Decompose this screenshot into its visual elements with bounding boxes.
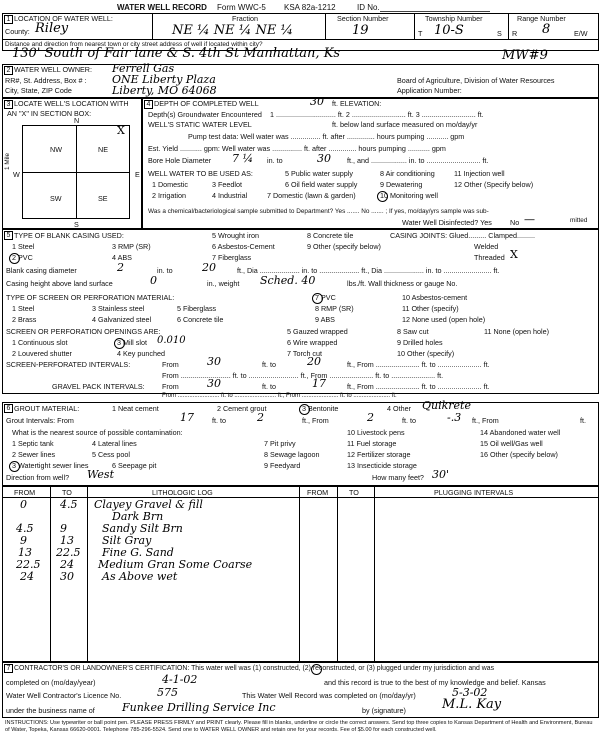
use-2: 2 Irrigation — [152, 191, 186, 200]
record-date-value[interactable]: 5-3-02 — [452, 686, 488, 699]
contam-1: 1 Septic tank — [12, 439, 54, 448]
section-number-4: 4 — [144, 100, 153, 109]
screen-7-circle — [312, 293, 323, 304]
use-8: 8 Air conditioning — [380, 169, 435, 178]
bore-diameter-value[interactable]: 7 ¼ — [232, 152, 254, 165]
range-r: R — [512, 29, 518, 38]
signature-label: by (signature) — [362, 706, 406, 715]
log-header-from-2: FROM — [307, 488, 329, 497]
contam-8: 8 Sewage lagoon — [264, 450, 320, 459]
log-row-to[interactable]: 9 — [60, 522, 67, 535]
openings-label: SCREEN OR PERFORATION OPENINGS ARE: — [6, 327, 161, 336]
log-header-plugging: PLUGGING INTERVALS — [434, 488, 514, 497]
chemical-sample-line: Was a chemical/bacteriological sample submitted to Department? Yes ....... No ....... ; If yes, mo/day/yrs sample was sub- — [148, 208, 489, 215]
chemical-sample-line-2: mitted — [570, 217, 588, 224]
board-label: Board of Agriculture, Division of Water Resources — [397, 76, 555, 85]
welded-label: Welded — [474, 242, 499, 251]
log-row-to[interactable]: 13 — [60, 534, 74, 547]
log-row-desc[interactable]: As Above wet — [102, 570, 178, 583]
section-number-3: 3 — [4, 100, 13, 109]
township-value[interactable]: 10-S — [434, 23, 464, 38]
locate-label-2: AN "X" IN SECTION BOX: — [7, 109, 92, 118]
east-label: E — [135, 170, 140, 179]
grout-to-2-value[interactable]: -.3 — [447, 411, 462, 424]
opening-5: 5 Gauzed wrapped — [287, 327, 348, 336]
log-header-to-2: TO — [349, 488, 359, 497]
yield-line: Est. Yield ........... gpm: Well water was ............... ft. after .............. hours pumping ........... gpm — [148, 144, 446, 153]
grout-2: 2 Cement grout — [217, 404, 267, 413]
section-number-1: 1 — [4, 15, 13, 24]
grout-from-value[interactable]: 17 — [180, 411, 194, 424]
screen-12: 12 None used (open hole) — [402, 315, 486, 324]
city-value[interactable]: Liberty, MO 64068 — [112, 84, 217, 97]
section-number-5: 5 — [4, 231, 13, 240]
use-12: 12 Other (Specify below) — [454, 180, 534, 189]
address-label: RR#, St. Address, Box # : — [5, 76, 87, 85]
contam-14: 14 Abandoned water well — [480, 428, 561, 437]
owner-value[interactable]: Ferrell Gas — [112, 62, 175, 75]
log-row-from[interactable]: 9 — [20, 534, 27, 547]
casing-6: 6 Asbestos-Cement — [212, 242, 275, 251]
range-value[interactable]: 8 — [542, 22, 551, 37]
log-row-desc[interactable]: Silt Gray — [102, 534, 152, 547]
range-label: Range Number — [517, 14, 566, 23]
grout-other-value[interactable]: Quikrete — [422, 399, 471, 412]
south-label: S — [74, 220, 79, 229]
gravel-line-2: From ......................... ft. to ......................... ft., From ...................... ft. to ...................... ft. — [162, 393, 397, 399]
application-label: Application Number: — [397, 86, 462, 95]
grout-from-2-label: ft., From — [302, 416, 329, 425]
use-1: 1 Domestic — [152, 180, 188, 189]
location-label: LOCATION OF WATER WELL: — [14, 14, 113, 23]
log-row-from[interactable]: 22.5 — [16, 558, 41, 571]
county-value[interactable]: Riley — [35, 21, 69, 36]
screen-11: 11 Other (specify) — [402, 304, 459, 313]
contam-16: 16 Other (specify below) — [480, 450, 558, 459]
opening-7: 7 Torch cut — [287, 349, 323, 358]
ne-quadrant: NE — [98, 145, 108, 154]
grout-ft-to: ft. to — [212, 416, 226, 425]
id-label: ID No. — [357, 3, 380, 12]
grout-from-2-value[interactable]: 2 — [367, 411, 374, 424]
contam-4: 4 Lateral lines — [92, 439, 137, 448]
use-9: 9 Dewatering — [380, 180, 423, 189]
sw-quadrant: SW — [50, 194, 62, 203]
contam-12: 12 Fertilizer storage — [347, 450, 411, 459]
gravel-from-value[interactable]: 30 — [207, 377, 221, 390]
casing-9: 9 Other (specify below) — [307, 242, 381, 251]
static-level-label: WELL'S STATIC WATER LEVEL — [148, 120, 252, 129]
screen-2: 2 Brass — [12, 315, 37, 324]
log-row-desc[interactable]: Fine G. Sand — [102, 546, 174, 559]
disinfected-no: No — [510, 218, 520, 227]
licence-value[interactable]: 575 — [157, 686, 178, 699]
grout-from-3-label: ft., From — [472, 416, 499, 425]
blank-to-value[interactable]: 20 — [202, 261, 216, 274]
section-number-6: 6 — [4, 404, 13, 413]
casing-2-circle — [9, 253, 20, 264]
west-label: W — [13, 170, 20, 179]
log-header-to: TO — [62, 488, 72, 497]
feet-value[interactable]: 30' — [432, 468, 450, 481]
log-row-to[interactable]: 4.5 — [60, 498, 78, 511]
licence-label: Water Well Contractor's Licence No. — [6, 691, 122, 700]
casing-weight-value[interactable]: Sched. 40 — [260, 274, 316, 287]
log-row-desc[interactable]: Medium Gran Some Coarse — [98, 558, 253, 571]
distance-label: Distance and direction from nearest town or city street address of well if located within city? — [5, 41, 263, 48]
screen-10: 10 Asbestos-cement — [402, 293, 468, 302]
water-well-record-form — [2, 2, 599, 744]
use-11: 11 Injection well — [454, 169, 505, 178]
casing-height-label: Casing height above land surface — [6, 279, 113, 288]
use-10: 10 Monitoring well — [380, 191, 438, 200]
feet-label: How many feet? — [372, 473, 424, 482]
opening-1: 1 Continuous slot — [12, 338, 68, 347]
log-row-from[interactable]: 13 — [18, 546, 32, 559]
depth-label: DEPTH OF COMPLETED WELL — [154, 99, 259, 108]
se-quadrant: SE — [98, 194, 108, 203]
log-row-desc[interactable]: Sandy Silt Brn — [102, 522, 183, 535]
use-4: 4 Industrial — [212, 191, 248, 200]
casing-2: 2 PVC — [12, 253, 33, 262]
use-10-circle — [377, 191, 388, 202]
grout-to-value[interactable]: 2 — [257, 411, 264, 424]
casing-1: 1 Steel — [12, 242, 35, 251]
form-number: Form WWC-5 — [217, 3, 266, 12]
gravel-from-label: From — [162, 382, 179, 391]
log-table — [2, 486, 599, 662]
log-row-to[interactable]: 24 — [60, 558, 74, 571]
contam-3: 3 Watertight sewer lines — [12, 461, 89, 470]
fraction-label: Fraction — [232, 14, 258, 23]
casing-5: 5 Wrought iron — [212, 231, 260, 240]
section-number-7: 7 — [4, 664, 13, 673]
contam-13: 13 Insecticide storage — [347, 461, 417, 470]
bore-in-to: in. to — [267, 156, 283, 165]
county-label: County: — [5, 27, 30, 36]
grout-ft-end: ft. — [580, 416, 586, 425]
screen-8: 8 RMP (SR) — [315, 304, 354, 313]
gravel-pack-label: GRAVEL PACK INTERVALS: — [52, 382, 145, 391]
use-7: 7 Domestic (lawn & garden) — [267, 191, 356, 200]
screen-6: 6 Concrete tile — [177, 315, 224, 324]
log-row-desc[interactable]: Dark Brn — [112, 510, 164, 523]
fraction-value[interactable]: NE ¼ NE ¼ NE ¼ — [172, 23, 294, 38]
location-x-mark[interactable]: X — [117, 124, 125, 137]
opening-3: 3 Mill slot — [117, 338, 147, 347]
disinfected-value[interactable]: — — [524, 213, 535, 226]
use-3: 3 Feedlot — [212, 180, 242, 189]
screen-tail: ft., From ...................... ft. to ...................... ft. — [347, 360, 490, 369]
township-label: Township Number — [425, 14, 483, 23]
screen-4: 4 Galvanized steel — [92, 315, 152, 324]
casing-height-tail: lbs./ft. Wall thickness or gauge No. — [347, 279, 458, 288]
contam-7: 7 Pit privy — [264, 439, 296, 448]
casing-8: 8 Concrete tile — [307, 231, 354, 240]
log-header-from: FROM — [14, 488, 36, 497]
casing-7: 7 Fiberglass — [212, 253, 252, 262]
grout-3-circle — [299, 404, 310, 415]
blank-casing-label: Blank casing diameter — [6, 266, 77, 275]
disinfected-label: Water Well Disinfected? Yes — [402, 218, 492, 227]
opening-6: 6 Wire wrapped — [287, 338, 338, 347]
record-completed-label: This Water Well Record was completed on (mo/day/yr) — [242, 691, 416, 700]
grout-ft-to-2: ft. to — [402, 416, 416, 425]
gravel-to-value[interactable]: 17 — [312, 377, 326, 390]
ksa-reference: KSA 82a-1212 — [284, 3, 336, 12]
grout-interval-label: Grout Intervals: From — [6, 416, 74, 425]
contam-15: 15 Oil well/Gas well — [480, 439, 543, 448]
screen-line-2: From ......................... ft. to ......................... ft., From ...................... ft. to ...................... ft. — [162, 371, 444, 380]
casing-3: 3 RMP (SR) — [112, 242, 151, 251]
locate-label: LOCATE WELL'S LOCATION WITH — [14, 99, 129, 108]
depth-value[interactable]: 30 — [310, 95, 324, 108]
contam-5: 5 Cess pool — [92, 450, 130, 459]
screen-to-value[interactable]: 20 — [307, 355, 321, 368]
north-label: N — [74, 116, 80, 125]
well-id-value[interactable]: MW#9 — [502, 48, 548, 63]
grout-3: 3 Bentonite — [302, 404, 339, 413]
threaded-mark[interactable]: X — [510, 248, 518, 261]
city-label: City, State, ZIP Code — [5, 86, 72, 95]
casing-4: 4 ABS — [112, 253, 132, 262]
screen-material-label: TYPE OF SCREEN OR PERFORATION MATERIAL: — [6, 293, 175, 302]
contam-9: 9 Feedyard — [264, 461, 301, 470]
screen-from-value[interactable]: 30 — [207, 355, 221, 368]
constructed-circle — [311, 664, 322, 675]
opening-8: 8 Saw cut — [397, 327, 429, 336]
section-number-2: 2 — [4, 66, 13, 75]
log-row-desc[interactable]: Clayey Gravel & fill — [94, 498, 203, 511]
casing-height-value[interactable]: 0 — [150, 274, 157, 287]
grout-1: 1 Neat cement — [112, 404, 159, 413]
certification-line-1: CONTRACTOR'S OR LANDOWNER'S CERTIFICATION: This water well was (1) constructed, (2) reconstructed, or (3) plugged under my jurisdiction and was — [14, 665, 495, 672]
blank-diameter-value[interactable]: 2 — [117, 261, 124, 274]
log-row-to[interactable]: 22.5 — [56, 546, 81, 559]
certification-line-2: and this record is true to the best of my knowledge and belief. Kansas — [324, 678, 546, 687]
direction-value[interactable]: West — [87, 468, 114, 481]
use-5: 5 Public water supply — [285, 169, 353, 178]
opening-4: 4 Key punched — [117, 349, 165, 358]
opening-3-circle — [114, 338, 125, 349]
opening-9: 9 Drilled holes — [397, 338, 443, 347]
completed-date-value[interactable]: 4-1-02 — [162, 673, 198, 686]
bore-tail: ft., and .................. in. to ........................... ft. — [347, 156, 489, 165]
use-6: 6 Oil field water supply — [285, 180, 358, 189]
nw-quadrant: NW — [50, 145, 62, 154]
gravel-ft-to: ft. to — [262, 382, 276, 391]
casing-type-label: TYPE OF BLANK CASING USED: — [14, 231, 124, 240]
instructions-text: INSTRUCTIONS: Use typewriter or ball point pen. PLEASE PRESS FIRMLY and PRINT clearly. Please fill in blanks, underline or circle the correct answers. Send top three copies to Kansas Department of Health and Environment, Bureau of Water, Topeka, Kansas 66620-0001. Telephone 785-296-5524. Send one to WATER WELL OWNER and retain one for your records. Fee of $5.00 for each constructed well. — [5, 720, 593, 733]
blank-tail: ft., Dia .................... in. to .................... ft., Dia .................... in. to ........................ ft. — [237, 266, 500, 275]
gravel-tail: ft., From ...................... ft. to ...................... ft. — [347, 382, 490, 391]
opening-11: 11 None (open hole) — [484, 327, 549, 336]
mile-label: 1 Mile — [4, 152, 11, 170]
log-header-lithologic: LITHOLOGIC LOG — [152, 488, 213, 497]
range-ew: E/W — [574, 29, 588, 38]
screen-3: 3 Stainless steel — [92, 304, 145, 313]
contam-3-circle — [9, 461, 20, 472]
bore-to-value[interactable]: 30 — [317, 152, 331, 165]
owner-label: WATER WELL OWNER: — [14, 65, 92, 74]
bore-label: Bore Hole Diameter — [148, 156, 212, 165]
groundwater-line: 1 .............................. ft. 2 ........................... ft. 3 ........................... ft. — [270, 110, 484, 119]
section-number-label: Section Number — [337, 14, 389, 23]
groundwater-label: Depth(s) Groundwater Encountered — [148, 110, 262, 119]
static-level-line: ft. below land surface measured on mo/day/yr — [332, 120, 478, 129]
form-title: WATER WELL RECORD — [117, 3, 207, 12]
contam-11: 11 Fuel storage — [347, 439, 397, 448]
contam-10: 10 Livestock pens — [347, 428, 405, 437]
opening-10: 10 Other (specify) — [397, 349, 455, 358]
casing-joints: CASING JOINTS: Glued......... Clamped......... — [390, 231, 535, 240]
direction-label: Direction from well? — [6, 473, 70, 482]
business-name-label: under the business name of — [6, 706, 95, 715]
screen-1: 1 Steel — [12, 304, 35, 313]
use-label: WELL WATER TO BE USED AS: — [148, 169, 253, 178]
log-row-to[interactable]: 30 — [60, 570, 74, 583]
section-number-value[interactable]: 19 — [352, 23, 369, 38]
contam-2: 2 Sewer lines — [12, 450, 56, 459]
address-value[interactable]: ONE Liberty Plaza — [112, 73, 216, 86]
blank-in-to: in. to — [157, 266, 173, 275]
township-t: T — [418, 29, 423, 38]
grout-material-label: GROUT MATERIAL: — [14, 404, 80, 413]
screen-interval-label: SCREEN-PERFORATED INTERVALS: — [6, 360, 131, 369]
opening-2: 2 Louvered shutter — [12, 349, 72, 358]
pump-test-line: Pump test data: Well water was ............... ft. after .............. hours pumping ........... gpm — [188, 132, 465, 141]
township-s: S — [497, 29, 502, 38]
business-name-value[interactable]: Funkee Drilling Service Inc — [122, 701, 276, 714]
log-row-from[interactable]: 4.5 — [16, 522, 34, 535]
contam-6: 6 Seepage pit — [112, 461, 157, 470]
screen-9: 9 ABS — [315, 315, 335, 324]
distance-value[interactable]: 130' South of Fair lane & S. 4th St Manhattan, Ks — [12, 46, 341, 61]
elevation-label: ft. ELEVATION: — [332, 99, 382, 108]
signature-value[interactable]: M.L. Kay — [442, 697, 502, 712]
grout-4: 4 Other — [387, 404, 411, 413]
screen-from-label: From — [162, 360, 179, 369]
threaded-label: Threaded — [474, 253, 505, 262]
log-row-from[interactable]: 24 — [20, 570, 34, 583]
casing-height-in: in., weight — [207, 279, 240, 288]
completed-on-label: completed on (mo/day/year) — [6, 678, 96, 687]
contamination-label: What is the nearest source of possible contamination: — [12, 428, 183, 437]
screen-ft-to: ft. to — [262, 360, 276, 369]
screen-7: 7 PVC — [315, 293, 336, 302]
mill-slot-value[interactable]: 0.010 — [157, 335, 186, 346]
screen-5: 5 Fiberglass — [177, 304, 217, 313]
log-row-from[interactable]: 0 — [20, 498, 27, 511]
